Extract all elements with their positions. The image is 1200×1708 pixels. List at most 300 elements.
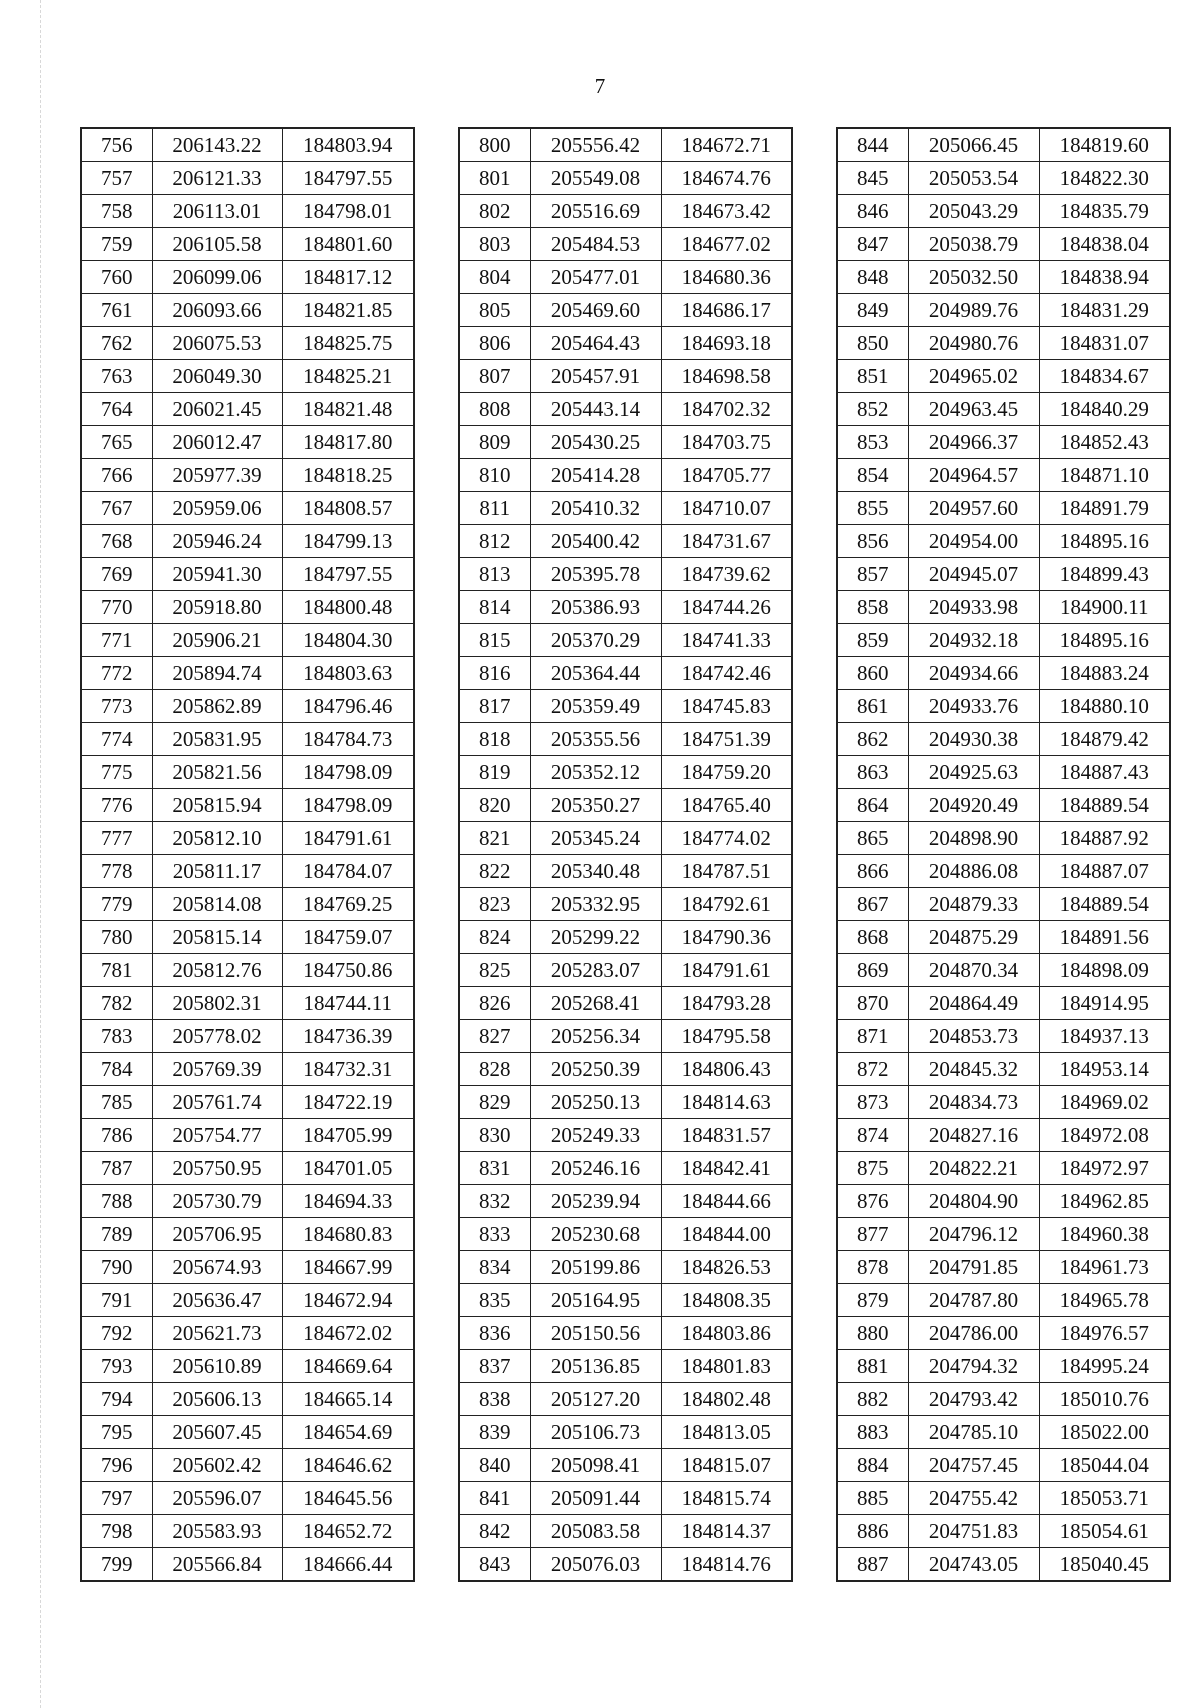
x-coordinate-cell: 205127.20 — [530, 1383, 661, 1416]
point-number-cell: 828 — [459, 1053, 530, 1086]
x-coordinate-cell: 206105.58 — [152, 228, 282, 261]
y-coordinate-cell: 184887.43 — [1039, 756, 1170, 789]
point-number-cell: 774 — [81, 723, 152, 756]
table-row — [459, 162, 792, 195]
x-coordinate-cell: 206093.66 — [152, 294, 282, 327]
point-number-cell: 864 — [837, 789, 908, 822]
point-number-cell: 800 — [459, 128, 530, 162]
x-coordinate-cell: 204757.45 — [908, 1449, 1039, 1482]
table-row — [459, 1383, 792, 1416]
y-coordinate-cell: 184972.08 — [1039, 1119, 1170, 1152]
point-number-cell: 805 — [459, 294, 530, 327]
table-row — [459, 327, 792, 360]
y-coordinate-cell: 184672.71 — [661, 128, 792, 162]
y-coordinate-cell: 184798.01 — [282, 195, 414, 228]
table-row — [459, 195, 792, 228]
y-coordinate-cell: 184937.13 — [1039, 1020, 1170, 1053]
y-coordinate-cell: 184898.09 — [1039, 954, 1170, 987]
y-coordinate-cell: 184803.63 — [282, 657, 414, 690]
point-number-cell: 878 — [837, 1251, 908, 1284]
y-coordinate-cell: 184880.10 — [1039, 690, 1170, 723]
table-row — [459, 987, 792, 1020]
point-number-cell: 883 — [837, 1416, 908, 1449]
y-coordinate-cell: 184672.02 — [282, 1317, 414, 1350]
x-coordinate-cell: 205607.45 — [152, 1416, 282, 1449]
table-row — [837, 888, 1170, 921]
y-coordinate-cell: 184802.48 — [661, 1383, 792, 1416]
y-coordinate-cell: 184842.41 — [661, 1152, 792, 1185]
table-row — [459, 1449, 792, 1482]
y-coordinate-cell: 184702.32 — [661, 393, 792, 426]
x-coordinate-cell: 205918.80 — [152, 591, 282, 624]
y-coordinate-cell: 184680.83 — [282, 1218, 414, 1251]
y-coordinate-cell: 184821.85 — [282, 294, 414, 327]
point-number-cell: 795 — [81, 1416, 152, 1449]
table-row — [459, 789, 792, 822]
y-coordinate-cell: 184677.02 — [661, 228, 792, 261]
x-coordinate-cell: 205345.24 — [530, 822, 661, 855]
y-coordinate-cell: 184826.53 — [661, 1251, 792, 1284]
table-row — [459, 1251, 792, 1284]
y-coordinate-cell: 184665.14 — [282, 1383, 414, 1416]
y-coordinate-cell: 184787.51 — [661, 855, 792, 888]
point-number-cell: 871 — [837, 1020, 908, 1053]
table-row — [459, 657, 792, 690]
y-coordinate-cell: 184797.55 — [282, 162, 414, 195]
point-number-cell: 776 — [81, 789, 152, 822]
y-coordinate-cell: 184801.60 — [282, 228, 414, 261]
table-row — [81, 690, 414, 723]
y-coordinate-cell: 184732.31 — [282, 1053, 414, 1086]
x-coordinate-cell: 204845.32 — [908, 1053, 1039, 1086]
point-number-cell: 879 — [837, 1284, 908, 1317]
x-coordinate-cell: 204965.02 — [908, 360, 1039, 393]
table-row — [837, 1482, 1170, 1515]
y-coordinate-cell: 184774.02 — [661, 822, 792, 855]
point-number-cell: 770 — [81, 591, 152, 624]
table-row — [459, 1482, 792, 1515]
point-number-cell: 880 — [837, 1317, 908, 1350]
x-coordinate-cell: 205583.93 — [152, 1515, 282, 1548]
y-coordinate-cell: 184693.18 — [661, 327, 792, 360]
point-number-cell: 865 — [837, 822, 908, 855]
point-number-cell: 759 — [81, 228, 152, 261]
table-row — [459, 1515, 792, 1548]
x-coordinate-cell: 206021.45 — [152, 393, 282, 426]
y-coordinate-cell: 184814.37 — [661, 1515, 792, 1548]
point-number-cell: 807 — [459, 360, 530, 393]
y-coordinate-cell: 184814.63 — [661, 1086, 792, 1119]
point-number-cell: 801 — [459, 162, 530, 195]
point-number-cell: 867 — [837, 888, 908, 921]
point-number-cell: 882 — [837, 1383, 908, 1416]
x-coordinate-cell: 205410.32 — [530, 492, 661, 525]
x-coordinate-cell: 205469.60 — [530, 294, 661, 327]
point-number-cell: 884 — [837, 1449, 908, 1482]
point-number-cell: 773 — [81, 690, 152, 723]
point-number-cell: 785 — [81, 1086, 152, 1119]
table-row — [837, 1284, 1170, 1317]
y-coordinate-cell: 184961.73 — [1039, 1251, 1170, 1284]
table-row — [459, 459, 792, 492]
x-coordinate-cell: 205769.39 — [152, 1053, 282, 1086]
y-coordinate-cell: 184686.17 — [661, 294, 792, 327]
point-number-cell: 798 — [81, 1515, 152, 1548]
table-row — [837, 360, 1170, 393]
x-coordinate-cell: 205959.06 — [152, 492, 282, 525]
x-coordinate-cell: 205516.69 — [530, 195, 661, 228]
table-row — [81, 1350, 414, 1383]
table-row — [81, 426, 414, 459]
table-row — [81, 1383, 414, 1416]
x-coordinate-cell: 205043.29 — [908, 195, 1039, 228]
point-number-cell: 847 — [837, 228, 908, 261]
x-coordinate-cell: 204794.32 — [908, 1350, 1039, 1383]
y-coordinate-cell: 184819.60 — [1039, 128, 1170, 162]
x-coordinate-cell: 204963.45 — [908, 393, 1039, 426]
point-number-cell: 827 — [459, 1020, 530, 1053]
table-row — [459, 1548, 792, 1582]
point-number-cell: 769 — [81, 558, 152, 591]
point-number-cell: 823 — [459, 888, 530, 921]
point-number-cell: 757 — [81, 162, 152, 195]
y-coordinate-cell: 184703.75 — [661, 426, 792, 459]
point-number-cell: 846 — [837, 195, 908, 228]
y-coordinate-cell: 184871.10 — [1039, 459, 1170, 492]
table-row — [81, 1152, 414, 1185]
y-coordinate-cell: 184815.74 — [661, 1482, 792, 1515]
table-row — [837, 624, 1170, 657]
point-number-cell: 868 — [837, 921, 908, 954]
x-coordinate-cell: 204827.16 — [908, 1119, 1039, 1152]
x-coordinate-cell: 206012.47 — [152, 426, 282, 459]
table-row — [459, 1416, 792, 1449]
page-number: 7 — [594, 74, 606, 98]
point-number-cell: 796 — [81, 1449, 152, 1482]
table-row — [837, 195, 1170, 228]
table-row — [81, 591, 414, 624]
y-coordinate-cell: 184739.62 — [661, 558, 792, 591]
x-coordinate-cell: 204886.08 — [908, 855, 1039, 888]
table-row — [81, 1020, 414, 1053]
x-coordinate-cell: 205395.78 — [530, 558, 661, 591]
y-coordinate-cell: 184840.29 — [1039, 393, 1170, 426]
point-number-cell: 824 — [459, 921, 530, 954]
x-coordinate-cell: 206113.01 — [152, 195, 282, 228]
x-coordinate-cell: 205038.79 — [908, 228, 1039, 261]
table-row — [81, 657, 414, 690]
point-number-cell: 768 — [81, 525, 152, 558]
point-number-cell: 789 — [81, 1218, 152, 1251]
y-coordinate-cell: 184803.94 — [282, 128, 414, 162]
y-coordinate-cell: 185022.00 — [1039, 1416, 1170, 1449]
y-coordinate-cell: 184736.39 — [282, 1020, 414, 1053]
x-coordinate-cell: 204864.49 — [908, 987, 1039, 1020]
y-coordinate-cell: 184803.86 — [661, 1317, 792, 1350]
point-number-cell: 869 — [837, 954, 908, 987]
x-coordinate-cell: 205299.22 — [530, 921, 661, 954]
y-coordinate-cell: 184667.99 — [282, 1251, 414, 1284]
point-number-cell: 760 — [81, 261, 152, 294]
x-coordinate-cell: 205778.02 — [152, 1020, 282, 1053]
y-coordinate-cell: 184889.54 — [1039, 888, 1170, 921]
y-coordinate-cell: 184838.04 — [1039, 228, 1170, 261]
point-number-cell: 806 — [459, 327, 530, 360]
x-coordinate-cell: 205364.44 — [530, 657, 661, 690]
x-coordinate-cell: 204945.07 — [908, 558, 1039, 591]
x-coordinate-cell: 205894.74 — [152, 657, 282, 690]
y-coordinate-cell: 184825.75 — [282, 327, 414, 360]
point-number-cell: 875 — [837, 1152, 908, 1185]
point-number-cell: 803 — [459, 228, 530, 261]
point-number-cell: 819 — [459, 756, 530, 789]
table-row — [459, 1317, 792, 1350]
table-row — [459, 1053, 792, 1086]
x-coordinate-cell: 206049.30 — [152, 360, 282, 393]
point-number-cell: 756 — [81, 128, 152, 162]
x-coordinate-cell: 204879.33 — [908, 888, 1039, 921]
y-coordinate-cell: 184804.30 — [282, 624, 414, 657]
x-coordinate-cell: 204755.42 — [908, 1482, 1039, 1515]
x-coordinate-cell: 204834.73 — [908, 1086, 1039, 1119]
table-row — [837, 1416, 1170, 1449]
point-number-cell: 859 — [837, 624, 908, 657]
table-row — [81, 360, 414, 393]
x-coordinate-cell: 205250.39 — [530, 1053, 661, 1086]
table-row — [81, 128, 414, 162]
y-coordinate-cell: 184680.36 — [661, 261, 792, 294]
y-coordinate-cell: 184705.77 — [661, 459, 792, 492]
point-number-cell: 804 — [459, 261, 530, 294]
x-coordinate-cell: 205802.31 — [152, 987, 282, 1020]
table-row — [459, 1218, 792, 1251]
point-number-cell: 813 — [459, 558, 530, 591]
y-coordinate-cell: 184891.79 — [1039, 492, 1170, 525]
x-coordinate-cell: 204920.49 — [908, 789, 1039, 822]
y-coordinate-cell: 184798.09 — [282, 789, 414, 822]
x-coordinate-cell: 205239.94 — [530, 1185, 661, 1218]
x-coordinate-cell: 205477.01 — [530, 261, 661, 294]
table-row — [837, 789, 1170, 822]
x-coordinate-cell: 205606.13 — [152, 1383, 282, 1416]
y-coordinate-cell: 184813.05 — [661, 1416, 792, 1449]
x-coordinate-cell: 205812.10 — [152, 822, 282, 855]
point-number-cell: 812 — [459, 525, 530, 558]
table-row — [459, 1020, 792, 1053]
x-coordinate-cell: 205941.30 — [152, 558, 282, 591]
y-coordinate-cell: 184673.42 — [661, 195, 792, 228]
table-row — [837, 1515, 1170, 1548]
x-coordinate-cell: 204791.85 — [908, 1251, 1039, 1284]
y-coordinate-cell: 184821.48 — [282, 393, 414, 426]
point-number-cell: 845 — [837, 162, 908, 195]
point-number-cell: 780 — [81, 921, 152, 954]
table-row — [459, 228, 792, 261]
point-number-cell: 837 — [459, 1350, 530, 1383]
y-coordinate-cell: 184844.00 — [661, 1218, 792, 1251]
y-coordinate-cell: 184831.57 — [661, 1119, 792, 1152]
x-coordinate-cell: 204966.37 — [908, 426, 1039, 459]
table-row — [837, 1317, 1170, 1350]
y-coordinate-cell: 184808.57 — [282, 492, 414, 525]
table-row — [837, 1251, 1170, 1284]
y-coordinate-cell: 184792.61 — [661, 888, 792, 921]
point-number-cell: 853 — [837, 426, 908, 459]
table-row — [459, 1152, 792, 1185]
y-coordinate-cell: 184883.24 — [1039, 657, 1170, 690]
point-number-cell: 771 — [81, 624, 152, 657]
y-coordinate-cell: 185040.45 — [1039, 1548, 1170, 1582]
point-number-cell: 886 — [837, 1515, 908, 1548]
table-row — [459, 294, 792, 327]
x-coordinate-cell: 204870.34 — [908, 954, 1039, 987]
x-coordinate-cell: 205811.17 — [152, 855, 282, 888]
y-coordinate-cell: 184817.12 — [282, 261, 414, 294]
x-coordinate-cell: 205457.91 — [530, 360, 661, 393]
point-number-cell: 831 — [459, 1152, 530, 1185]
y-coordinate-cell: 184889.54 — [1039, 789, 1170, 822]
y-coordinate-cell: 184791.61 — [282, 822, 414, 855]
y-coordinate-cell: 184646.62 — [282, 1449, 414, 1482]
x-coordinate-cell: 205549.08 — [530, 162, 661, 195]
point-number-cell: 816 — [459, 657, 530, 690]
y-coordinate-cell: 184797.55 — [282, 558, 414, 591]
y-coordinate-cell: 184844.66 — [661, 1185, 792, 1218]
table-row — [837, 954, 1170, 987]
x-coordinate-cell: 204934.66 — [908, 657, 1039, 690]
x-coordinate-cell: 206099.06 — [152, 261, 282, 294]
point-number-cell: 822 — [459, 855, 530, 888]
y-coordinate-cell: 184745.83 — [661, 690, 792, 723]
point-number-cell: 772 — [81, 657, 152, 690]
point-number-cell: 808 — [459, 393, 530, 426]
y-coordinate-cell: 184669.64 — [282, 1350, 414, 1383]
x-coordinate-cell: 204796.12 — [908, 1218, 1039, 1251]
table-row — [837, 1350, 1170, 1383]
x-coordinate-cell: 205430.25 — [530, 426, 661, 459]
point-number-cell: 836 — [459, 1317, 530, 1350]
x-coordinate-cell: 206075.53 — [152, 327, 282, 360]
table-row — [459, 360, 792, 393]
x-coordinate-cell: 205566.84 — [152, 1548, 282, 1582]
y-coordinate-cell: 184806.43 — [661, 1053, 792, 1086]
y-coordinate-cell: 184825.21 — [282, 360, 414, 393]
point-number-cell: 825 — [459, 954, 530, 987]
table-row — [459, 1086, 792, 1119]
table-row — [837, 128, 1170, 162]
y-coordinate-cell: 184742.46 — [661, 657, 792, 690]
table-row — [81, 195, 414, 228]
table-row — [459, 855, 792, 888]
x-coordinate-cell: 205083.58 — [530, 1515, 661, 1548]
coordinate-table-3 — [836, 127, 1171, 1582]
table-row — [459, 1350, 792, 1383]
table-row — [459, 558, 792, 591]
table-row — [81, 492, 414, 525]
point-number-cell: 848 — [837, 261, 908, 294]
point-number-cell: 777 — [81, 822, 152, 855]
point-number-cell: 766 — [81, 459, 152, 492]
point-number-cell: 842 — [459, 1515, 530, 1548]
point-number-cell: 826 — [459, 987, 530, 1020]
table-row — [837, 1449, 1170, 1482]
point-number-cell: 815 — [459, 624, 530, 657]
x-coordinate-cell: 205283.07 — [530, 954, 661, 987]
table-row — [459, 261, 792, 294]
table-row — [81, 1185, 414, 1218]
x-coordinate-cell: 204898.90 — [908, 822, 1039, 855]
x-coordinate-cell: 204957.60 — [908, 492, 1039, 525]
y-coordinate-cell: 184817.80 — [282, 426, 414, 459]
table-row — [81, 756, 414, 789]
y-coordinate-cell: 184895.16 — [1039, 525, 1170, 558]
y-coordinate-cell: 184784.73 — [282, 723, 414, 756]
y-coordinate-cell: 184834.67 — [1039, 360, 1170, 393]
table-row — [81, 1449, 414, 1482]
x-coordinate-cell: 204954.00 — [908, 525, 1039, 558]
x-coordinate-cell: 205602.42 — [152, 1449, 282, 1482]
table-row — [837, 1218, 1170, 1251]
table-row — [459, 690, 792, 723]
x-coordinate-cell: 205164.95 — [530, 1284, 661, 1317]
point-number-cell: 850 — [837, 327, 908, 360]
table-row — [81, 888, 414, 921]
table-row — [837, 822, 1170, 855]
y-coordinate-cell: 184791.61 — [661, 954, 792, 987]
x-coordinate-cell: 205250.13 — [530, 1086, 661, 1119]
table-row — [837, 327, 1170, 360]
x-coordinate-cell: 205076.03 — [530, 1548, 661, 1582]
table-row — [81, 855, 414, 888]
table-row — [81, 327, 414, 360]
x-coordinate-cell: 205464.43 — [530, 327, 661, 360]
table-row — [459, 393, 792, 426]
x-coordinate-cell: 206121.33 — [152, 162, 282, 195]
table-row — [81, 1416, 414, 1449]
point-number-cell: 761 — [81, 294, 152, 327]
point-number-cell: 840 — [459, 1449, 530, 1482]
x-coordinate-cell: 204804.90 — [908, 1185, 1039, 1218]
table-row — [837, 1086, 1170, 1119]
y-coordinate-cell: 184965.78 — [1039, 1284, 1170, 1317]
table-row — [81, 1284, 414, 1317]
table-row — [837, 162, 1170, 195]
table-row — [81, 294, 414, 327]
x-coordinate-cell: 205340.48 — [530, 855, 661, 888]
table-row — [837, 228, 1170, 261]
y-coordinate-cell: 184759.07 — [282, 921, 414, 954]
point-number-cell: 783 — [81, 1020, 152, 1053]
y-coordinate-cell: 184822.30 — [1039, 162, 1170, 195]
point-number-cell: 814 — [459, 591, 530, 624]
x-coordinate-cell: 205674.93 — [152, 1251, 282, 1284]
table-row — [837, 756, 1170, 789]
x-coordinate-cell: 205556.42 — [530, 128, 661, 162]
point-number-cell: 877 — [837, 1218, 908, 1251]
table-row — [459, 921, 792, 954]
point-number-cell: 874 — [837, 1119, 908, 1152]
point-number-cell: 787 — [81, 1152, 152, 1185]
table-row — [81, 1548, 414, 1582]
table-row — [459, 624, 792, 657]
point-number-cell: 832 — [459, 1185, 530, 1218]
point-number-cell: 821 — [459, 822, 530, 855]
y-coordinate-cell: 184800.48 — [282, 591, 414, 624]
y-coordinate-cell: 184831.07 — [1039, 327, 1170, 360]
y-coordinate-cell: 184705.99 — [282, 1119, 414, 1152]
y-coordinate-cell: 184799.13 — [282, 525, 414, 558]
y-coordinate-cell: 184731.67 — [661, 525, 792, 558]
